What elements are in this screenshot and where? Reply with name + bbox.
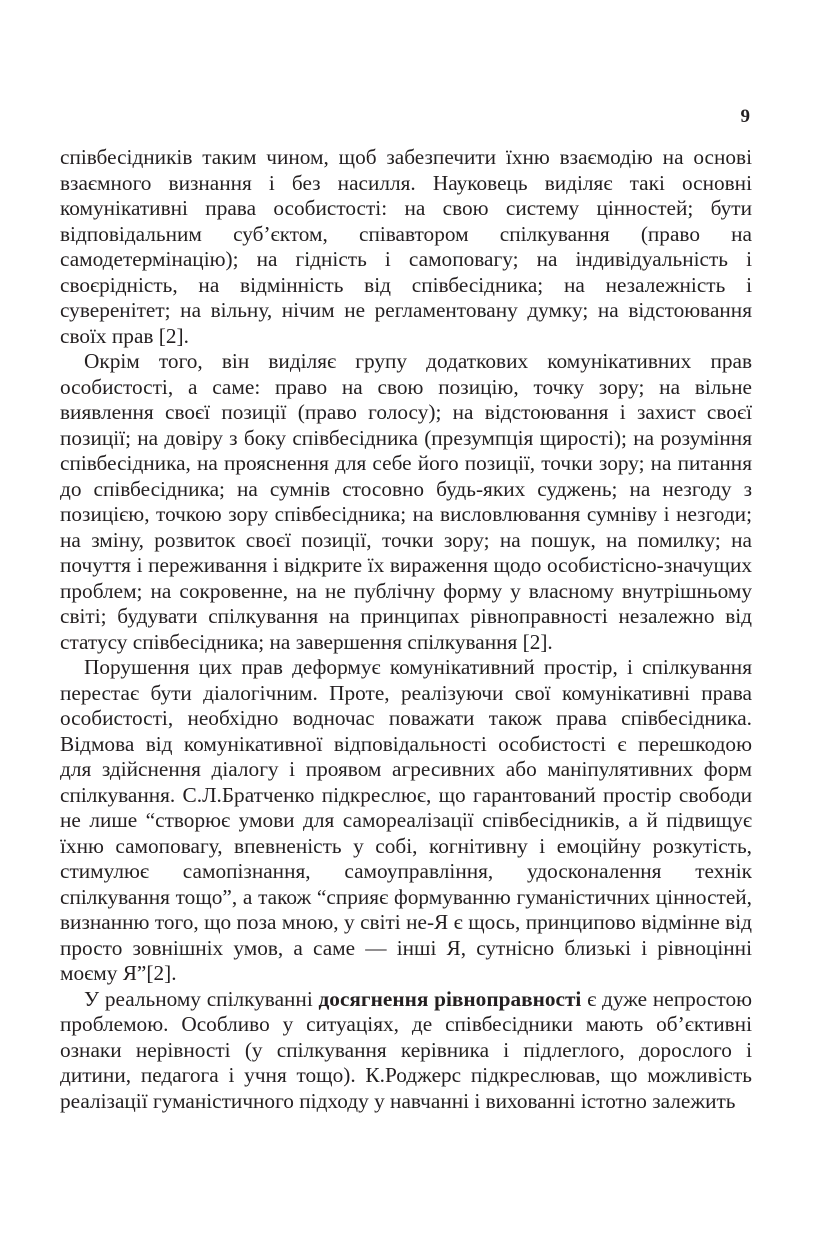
paragraph-4-text-end: є дуже непростою проблемою. Особливо у ситуаціях, де співбесідники мають об’єктивні ознаки нерівності (у спілкування керівника і підлеглого, дорослого і дитини, педагога і учня тощо). К.Роджерс підкреслював, що можливість реалізації гуманістичного підходу у навчанні і вихованні істотно залежить bbox=[60, 986, 753, 1113]
paragraph-1 bbox=[60, 145, 752, 349]
paragraph-3-text: Порушення цих прав деформує комунікативний простір, і спілкування перестає бути діалогічним. Проте, реалізуючи свої комунікативні права особистості, необхідно водночас поважати також права співбесідника. Відмова від комунікативної відповідальності особистості є перешкодою для здійснення діалогу і проявом агресивних або маніпулятивних форм спілкування. С.Л.Братченко підкреслює, що гарантований простір свободи не лише “створює умови для самореалізації співбесідників, а й підвищує їхню самоповагу, впевненість у собі, когнітивну і емоційну розкутість, стимулює самопізнання, самоуправління, удосконалення технік спілкування тощо”, а також “сприяє формуванню гуманістичних цінностей, визнанню того, що поза мною, у світі не-Я є щось, принципово відмінне від просто зовнішніх умов, а саме — інші Я, сутнісно близькі і рівноцінні моєму Я”[2]. bbox=[60, 655, 752, 985]
paragraph-4-bold-term: досягнення рівноправності bbox=[318, 986, 582, 1011]
paragraph-4 bbox=[60, 987, 752, 1115]
paragraph-2-text: Окрім того, він виділяє групу додаткових комунікативних прав особистості, а саме: право на свою позицію, точку зору; на вільне виявлення своєї позиції (право голосу); на відстоювання і захист своєї позиції; на довіру з боку співбесідника (презумпція щирості); на розуміння співбесідника, на прояснення для себе його позиції, точки зору; на питання до співбесідника; на сумнів стосовно будь-яких суджень; на незгоду з позицією, точкою зору співбесідника; на висловлювання сумніву і незгоди; на зміну, розвиток своєї позиції, точки зору; на пошук, на помилку; на почуття і переживання і відкрите їх вираження щодо особистісно-значущих проблем; на сокровенне, на не публічну форму у власному внутрішньому світі; будувати спілкування на принципах рівноправності незалежно від статусу співбесідника; на завершення спілкування [2]. bbox=[60, 349, 752, 654]
paragraph-1-text: співбесідників таким чином, щоб забезпечити їхню взаємодію на основі взаємного визнання і без насилля. Науковець виділяє такі основні комунікативні права особистості: на свою систему цінностей; бути відповідальним суб’єктом, співавтором спілкування (право на самодетермінацію); на гідність і самоповагу; на індивідуальність і своєрідність, на відмінність від співбесідника; на незалежність і суверенітет; на вільну, нічим не регламентовану думку; на відстоювання своїх прав [2]. bbox=[60, 145, 752, 348]
paragraph-2 bbox=[60, 349, 752, 655]
body-text bbox=[60, 145, 752, 1114]
paragraph-3 bbox=[60, 655, 752, 987]
page-number: 9 bbox=[740, 106, 750, 127]
paragraph-4-text-start: У реальному спілкуванні bbox=[84, 986, 319, 1011]
